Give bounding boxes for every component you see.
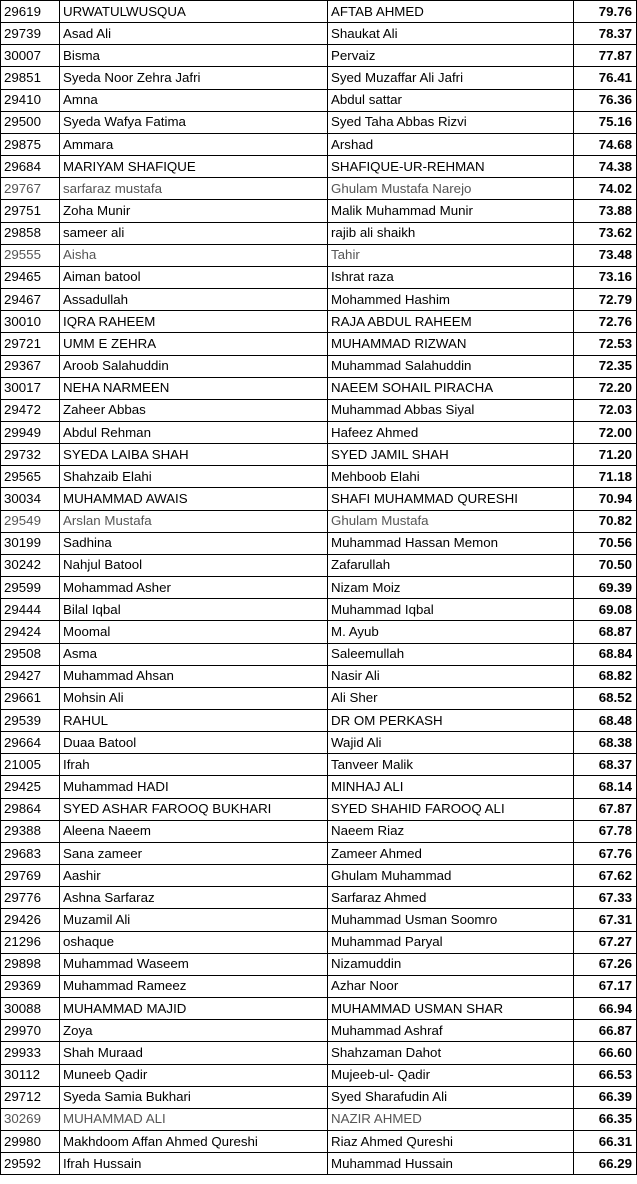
father-name-cell: SHAFIQUE-UR-REHMAN: [328, 156, 574, 178]
table-row: [1, 178, 637, 200]
merit-list-body: [1, 1, 637, 1175]
roll-number-cell: 30112: [1, 1064, 60, 1086]
student-name-cell: UMM E ZEHRA: [60, 333, 328, 355]
roll-number-cell: 29508: [1, 643, 60, 665]
father-name-cell: DR OM PERKASH: [328, 710, 574, 732]
table-row: [1, 111, 637, 133]
father-name-cell: Tanveer Malik: [328, 754, 574, 776]
table-row: [1, 621, 637, 643]
roll-number-cell: 29767: [1, 178, 60, 200]
father-name-cell: Muhammad Paryal: [328, 931, 574, 953]
table-row: [1, 798, 637, 820]
father-name-cell: Muhammad Ashraf: [328, 1020, 574, 1042]
student-name-cell: Amna: [60, 89, 328, 111]
table-row: [1, 222, 637, 244]
student-name-cell: Muzamil Ali: [60, 909, 328, 931]
student-name-cell: RAHUL: [60, 710, 328, 732]
score-cell: 74.38: [574, 156, 637, 178]
table-row: [1, 1130, 637, 1152]
roll-number-cell: 29410: [1, 89, 60, 111]
score-cell: 67.78: [574, 820, 637, 842]
student-name-cell: Muhammad HADI: [60, 776, 328, 798]
score-cell: 66.94: [574, 998, 637, 1020]
roll-number-cell: 29426: [1, 909, 60, 931]
student-name-cell: Sadhina: [60, 532, 328, 554]
student-name-cell: MUHAMMAD AWAIS: [60, 488, 328, 510]
roll-number-cell: 30034: [1, 488, 60, 510]
roll-number-cell: 29864: [1, 798, 60, 820]
student-name-cell: Muhammad Waseem: [60, 953, 328, 975]
student-name-cell: Abdul Rehman: [60, 421, 328, 443]
student-name-cell: Syeda Samia Bukhari: [60, 1086, 328, 1108]
score-cell: 72.20: [574, 377, 637, 399]
table-row: [1, 23, 637, 45]
table-row: [1, 599, 637, 621]
father-name-cell: Naeem Riaz: [328, 820, 574, 842]
table-row: [1, 399, 637, 421]
student-name-cell: Arslan Mustafa: [60, 510, 328, 532]
father-name-cell: Muhammad Iqbal: [328, 599, 574, 621]
student-name-cell: Aleena Naeem: [60, 820, 328, 842]
student-name-cell: Nahjul Batool: [60, 554, 328, 576]
table-row: [1, 133, 637, 155]
score-cell: 67.17: [574, 975, 637, 997]
father-name-cell: NAZIR AHMED: [328, 1108, 574, 1130]
score-cell: 76.36: [574, 89, 637, 111]
roll-number-cell: 29949: [1, 421, 60, 443]
father-name-cell: Nasir Ali: [328, 665, 574, 687]
roll-number-cell: 29424: [1, 621, 60, 643]
roll-number-cell: 30010: [1, 311, 60, 333]
table-row: [1, 975, 637, 997]
student-name-cell: Ifrah: [60, 754, 328, 776]
father-name-cell: Ishrat raza: [328, 266, 574, 288]
father-name-cell: Sarfaraz Ahmed: [328, 887, 574, 909]
father-name-cell: MINHAJ ALI: [328, 776, 574, 798]
student-name-cell: Muhammad Ahsan: [60, 665, 328, 687]
score-cell: 68.37: [574, 754, 637, 776]
score-cell: 73.88: [574, 200, 637, 222]
father-name-cell: Malik Muhammad Munir: [328, 200, 574, 222]
father-name-cell: Muhammad Salahuddin: [328, 355, 574, 377]
father-name-cell: Ghulam Muhammad: [328, 865, 574, 887]
table-row: [1, 643, 637, 665]
father-name-cell: Muhammad Hassan Memon: [328, 532, 574, 554]
student-name-cell: Aisha: [60, 244, 328, 266]
table-row: [1, 444, 637, 466]
father-name-cell: MUHAMMAD USMAN SHAR: [328, 998, 574, 1020]
roll-number-cell: 29388: [1, 820, 60, 842]
roll-number-cell: 21296: [1, 931, 60, 953]
father-name-cell: AFTAB AHMED: [328, 1, 574, 23]
table-row: [1, 1108, 637, 1130]
father-name-cell: Saleemullah: [328, 643, 574, 665]
table-row: [1, 333, 637, 355]
table-row: [1, 665, 637, 687]
score-cell: 74.02: [574, 178, 637, 200]
student-name-cell: Asma: [60, 643, 328, 665]
score-cell: 77.87: [574, 45, 637, 67]
roll-number-cell: 29661: [1, 687, 60, 709]
father-name-cell: Shaukat Ali: [328, 23, 574, 45]
roll-number-cell: 29592: [1, 1153, 60, 1175]
father-name-cell: Zameer Ahmed: [328, 842, 574, 864]
score-cell: 75.16: [574, 111, 637, 133]
table-row: [1, 1086, 637, 1108]
score-cell: 69.39: [574, 577, 637, 599]
student-name-cell: NEHA NARMEEN: [60, 377, 328, 399]
student-name-cell: Ashna Sarfaraz: [60, 887, 328, 909]
table-row: [1, 1042, 637, 1064]
table-row: [1, 355, 637, 377]
roll-number-cell: 29732: [1, 444, 60, 466]
roll-number-cell: 29565: [1, 466, 60, 488]
student-name-cell: SYEDA LAIBA SHAH: [60, 444, 328, 466]
table-row: [1, 45, 637, 67]
table-row: [1, 377, 637, 399]
score-cell: 70.56: [574, 532, 637, 554]
roll-number-cell: 29599: [1, 577, 60, 599]
score-cell: 67.87: [574, 798, 637, 820]
score-cell: 73.62: [574, 222, 637, 244]
score-cell: 71.20: [574, 444, 637, 466]
table-row: [1, 67, 637, 89]
score-cell: 73.48: [574, 244, 637, 266]
student-name-cell: Shah Muraad: [60, 1042, 328, 1064]
table-row: [1, 510, 637, 532]
roll-number-cell: 29769: [1, 865, 60, 887]
student-name-cell: Aashir: [60, 865, 328, 887]
score-cell: 68.87: [574, 621, 637, 643]
score-cell: 72.03: [574, 399, 637, 421]
roll-number-cell: 29549: [1, 510, 60, 532]
score-cell: 73.16: [574, 266, 637, 288]
score-cell: 67.27: [574, 931, 637, 953]
student-name-cell: Asad Ali: [60, 23, 328, 45]
score-cell: 68.14: [574, 776, 637, 798]
table-row: [1, 200, 637, 222]
score-cell: 66.39: [574, 1086, 637, 1108]
score-cell: 70.50: [574, 554, 637, 576]
roll-number-cell: 30007: [1, 45, 60, 67]
student-name-cell: Moomal: [60, 621, 328, 643]
roll-number-cell: 29712: [1, 1086, 60, 1108]
student-name-cell: Mohsin Ali: [60, 687, 328, 709]
student-name-cell: Ifrah Hussain: [60, 1153, 328, 1175]
father-name-cell: Ali Sher: [328, 687, 574, 709]
score-cell: 69.08: [574, 599, 637, 621]
roll-number-cell: 29898: [1, 953, 60, 975]
table-row: [1, 554, 637, 576]
father-name-cell: RAJA ABDUL RAHEEM: [328, 311, 574, 333]
roll-number-cell: 29500: [1, 111, 60, 133]
father-name-cell: Syed Taha Abbas Rizvi: [328, 111, 574, 133]
roll-number-cell: 30017: [1, 377, 60, 399]
father-name-cell: Pervaiz: [328, 45, 574, 67]
score-cell: 66.60: [574, 1042, 637, 1064]
father-name-cell: Muhammad Hussain: [328, 1153, 574, 1175]
student-name-cell: MARIYAM SHAFIQUE: [60, 156, 328, 178]
table-row: [1, 466, 637, 488]
score-cell: 66.35: [574, 1108, 637, 1130]
roll-number-cell: 29467: [1, 289, 60, 311]
roll-number-cell: 21005: [1, 754, 60, 776]
score-cell: 72.79: [574, 289, 637, 311]
father-name-cell: Zafarullah: [328, 554, 574, 576]
student-name-cell: Aroob Salahuddin: [60, 355, 328, 377]
roll-number-cell: 29367: [1, 355, 60, 377]
table-row: [1, 289, 637, 311]
roll-number-cell: 29739: [1, 23, 60, 45]
table-row: [1, 1153, 637, 1175]
roll-number-cell: 29751: [1, 200, 60, 222]
father-name-cell: Azhar Noor: [328, 975, 574, 997]
score-cell: 66.29: [574, 1153, 637, 1175]
score-cell: 66.31: [574, 1130, 637, 1152]
table-row: [1, 577, 637, 599]
father-name-cell: Mehboob Elahi: [328, 466, 574, 488]
table-row: [1, 732, 637, 754]
score-cell: 67.31: [574, 909, 637, 931]
score-cell: 67.76: [574, 842, 637, 864]
score-cell: 68.52: [574, 687, 637, 709]
table-row: [1, 1, 637, 23]
table-row: [1, 754, 637, 776]
student-name-cell: Muhammad Rameez: [60, 975, 328, 997]
father-name-cell: Nizam Moiz: [328, 577, 574, 599]
father-name-cell: SYED JAMIL SHAH: [328, 444, 574, 466]
score-cell: 68.84: [574, 643, 637, 665]
father-name-cell: Shahzaman Dahot: [328, 1042, 574, 1064]
roll-number-cell: 30199: [1, 532, 60, 554]
father-name-cell: SYED SHAHID FAROOQ ALI: [328, 798, 574, 820]
father-name-cell: Syed Muzaffar Ali Jafri: [328, 67, 574, 89]
score-cell: 78.37: [574, 23, 637, 45]
student-name-cell: sameer ali: [60, 222, 328, 244]
roll-number-cell: 30242: [1, 554, 60, 576]
roll-number-cell: 29776: [1, 887, 60, 909]
student-name-cell: Muneeb Qadir: [60, 1064, 328, 1086]
roll-number-cell: 30269: [1, 1108, 60, 1130]
table-row: [1, 1064, 637, 1086]
score-cell: 72.76: [574, 311, 637, 333]
father-name-cell: Mujeeb-ul- Qadir: [328, 1064, 574, 1086]
student-name-cell: Syeda Noor Zehra Jafri: [60, 67, 328, 89]
student-name-cell: URWATULWUSQUA: [60, 1, 328, 23]
student-name-cell: Syeda Wafya Fatima: [60, 111, 328, 133]
roll-number-cell: 29858: [1, 222, 60, 244]
score-cell: 79.76: [574, 1, 637, 23]
table-row: [1, 244, 637, 266]
student-name-cell: Assadullah: [60, 289, 328, 311]
father-name-cell: Hafeez Ahmed: [328, 421, 574, 443]
roll-number-cell: 29980: [1, 1130, 60, 1152]
table-row: [1, 931, 637, 953]
roll-number-cell: 29369: [1, 975, 60, 997]
roll-number-cell: 29465: [1, 266, 60, 288]
roll-number-cell: 29933: [1, 1042, 60, 1064]
score-cell: 68.38: [574, 732, 637, 754]
student-name-cell: SYED ASHAR FAROOQ BUKHARI: [60, 798, 328, 820]
student-name-cell: Bisma: [60, 45, 328, 67]
score-cell: 70.94: [574, 488, 637, 510]
roll-number-cell: 29970: [1, 1020, 60, 1042]
roll-number-cell: 29684: [1, 156, 60, 178]
table-row: [1, 710, 637, 732]
father-name-cell: Wajid Ali: [328, 732, 574, 754]
score-cell: 68.48: [574, 710, 637, 732]
father-name-cell: Mohammed Hashim: [328, 289, 574, 311]
score-cell: 66.53: [574, 1064, 637, 1086]
roll-number-cell: 30088: [1, 998, 60, 1020]
father-name-cell: NAEEM SOHAIL PIRACHA: [328, 377, 574, 399]
table-row: [1, 156, 637, 178]
table-row: [1, 532, 637, 554]
student-name-cell: Zoya: [60, 1020, 328, 1042]
student-name-cell: Duaa Batool: [60, 732, 328, 754]
table-row: [1, 421, 637, 443]
father-name-cell: M. Ayub: [328, 621, 574, 643]
roll-number-cell: 29425: [1, 776, 60, 798]
student-name-cell: Ammara: [60, 133, 328, 155]
father-name-cell: SHAFI MUHAMMAD QURESHI: [328, 488, 574, 510]
table-row: [1, 311, 637, 333]
father-name-cell: Riaz Ahmed Qureshi: [328, 1130, 574, 1152]
roll-number-cell: 29619: [1, 1, 60, 23]
score-cell: 74.68: [574, 133, 637, 155]
student-name-cell: Shahzaib Elahi: [60, 466, 328, 488]
score-cell: 68.82: [574, 665, 637, 687]
student-name-cell: Aiman batool: [60, 266, 328, 288]
score-cell: 67.62: [574, 865, 637, 887]
table-row: [1, 89, 637, 111]
roll-number-cell: 29427: [1, 665, 60, 687]
student-name-cell: Zaheer Abbas: [60, 399, 328, 421]
father-name-cell: Syed Sharafudin Ali: [328, 1086, 574, 1108]
roll-number-cell: 29539: [1, 710, 60, 732]
table-row: [1, 488, 637, 510]
table-row: [1, 776, 637, 798]
roll-number-cell: 29444: [1, 599, 60, 621]
score-cell: 67.33: [574, 887, 637, 909]
student-name-cell: Sana zameer: [60, 842, 328, 864]
table-row: [1, 887, 637, 909]
student-name-cell: Mohammad Asher: [60, 577, 328, 599]
table-row: [1, 865, 637, 887]
father-name-cell: Muhammad Abbas Siyal: [328, 399, 574, 421]
father-name-cell: Ghulam Mustafa Narejo: [328, 178, 574, 200]
roll-number-cell: 29555: [1, 244, 60, 266]
score-cell: 72.00: [574, 421, 637, 443]
score-cell: 71.18: [574, 466, 637, 488]
student-name-cell: IQRA RAHEEM: [60, 311, 328, 333]
roll-number-cell: 29851: [1, 67, 60, 89]
father-name-cell: Ghulam Mustafa: [328, 510, 574, 532]
table-row: [1, 820, 637, 842]
roll-number-cell: 29664: [1, 732, 60, 754]
table-row: [1, 1020, 637, 1042]
father-name-cell: Tahir: [328, 244, 574, 266]
table-row: [1, 998, 637, 1020]
father-name-cell: rajib ali shaikh: [328, 222, 574, 244]
father-name-cell: Nizamuddin: [328, 953, 574, 975]
student-name-cell: sarfaraz mustafa: [60, 178, 328, 200]
table-row: [1, 266, 637, 288]
student-name-cell: MUHAMMAD MAJID: [60, 998, 328, 1020]
roll-number-cell: 29875: [1, 133, 60, 155]
roll-number-cell: 29472: [1, 399, 60, 421]
student-name-cell: Makhdoom Affan Ahmed Qureshi: [60, 1130, 328, 1152]
student-name-cell: Bilal Iqbal: [60, 599, 328, 621]
score-cell: 72.53: [574, 333, 637, 355]
score-cell: 76.41: [574, 67, 637, 89]
father-name-cell: MUHAMMAD RIZWAN: [328, 333, 574, 355]
table-row: [1, 909, 637, 931]
student-name-cell: MUHAMMAD ALI: [60, 1108, 328, 1130]
father-name-cell: Abdul sattar: [328, 89, 574, 111]
student-name-cell: Zoha Munir: [60, 200, 328, 222]
score-cell: 66.87: [574, 1020, 637, 1042]
roll-number-cell: 29721: [1, 333, 60, 355]
score-cell: 67.26: [574, 953, 637, 975]
score-cell: 70.82: [574, 510, 637, 532]
table-row: [1, 953, 637, 975]
roll-number-cell: 29683: [1, 842, 60, 864]
father-name-cell: Arshad: [328, 133, 574, 155]
score-cell: 72.35: [574, 355, 637, 377]
student-name-cell: oshaque: [60, 931, 328, 953]
table-row: [1, 687, 637, 709]
table-row: [1, 842, 637, 864]
father-name-cell: Muhammad Usman Soomro: [328, 909, 574, 931]
